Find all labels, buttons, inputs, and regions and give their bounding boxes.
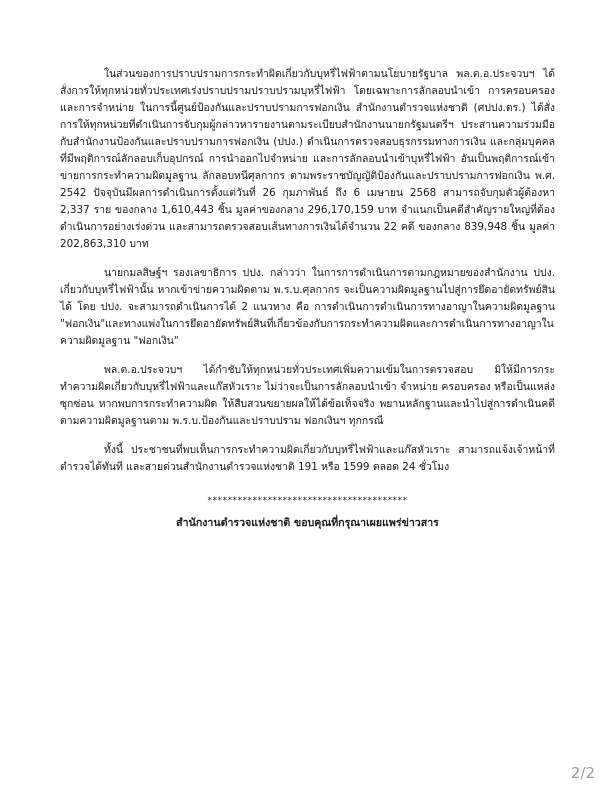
- page-number: 2/2: [570, 764, 595, 782]
- paragraph-hotline: ทั้งนี้ ประชาชนที่พบเห็นการกระทำความผิดเกี่ยวกับบุหรี่ไฟฟ้าและแก๊สหัวเราะ สามารถแจ้งเจ้าหน้าที่ตำรวจได้ทันที และสายด่วนสำนักงานตำรวจแห่งชาติ 191 หรือ 1599 ตลอด 24 ชั่วโมง: [60, 444, 555, 473]
- paragraph-enforcement: ในส่วนของการปราบปรามการกระทำผิดเกี่ยวกับบุหรี่ไฟฟ้าตามนโยบายรัฐบาล พล.ต.อ.ประจวบฯ ได้สั่งการให้ทุกหน่วยทั่วประเทศเร่งปราบปรามปราบปรามบุหรี่ไฟฟ้า โดยเฉพาะการลักลอบนำเข้า การครอบครอง และการจำหน่าย ในการนี้ศูนย์ป้องกันและปราบปรามการฟอกเงิน สำนักงานตำรวจแห่งชาติ (ศปปง.ตร.) ได้สั่งการให้ทุกหน่วยที่ดำเนินการจับกุมผู้กล่าวหารายงานตามระเบียบสำนักงานนายกรัฐมนตรีฯ ประสานความร่วมมือกับสำนักงานป้องกันและปราบปรามการฟอกเงิน (ปปง.) ดำเนินการตรวจสอบธุรกรรมทางการเงิน และกลุ่มบุคคลที่มีพฤติการณ์ลักลอบเก็บอุปกรณ์ การนำออกไปจำหน่าย และการลักลอบนำเข้าบุหรี่ไฟฟ้า อันเป็นพฤติการณ์เข้าข่ายการกระทำความผิดมูลฐาน ลักลอบหนีศุลกากร ตามพระราชบัญญัติป้องกันและปราบปรามการฟอกเงิน พ.ศ. 2542 ปัจจุบันมีผลการดำเนินการตั้งแต่วันที่ 26 กุมภาพันธ์ ถึง 6 เมษายน 2568 สามารถจับกุมตัวผู้ต้องหา 2,337 ราย ของกลาง 1,610,443 ชิ้น มูลค่าของกลาง 296,170,159 บาท จำแนกเป็นคดีสำคัญรายใหญ่ที่ต้องดำเนินการอย่างเร่งด่วน และสามารถตรวจสอบเส้นทางการเงินได้จำนวน 22 คดี ของกลาง 839,948 ชิ้น มูลค่า 202,863,310 บาท: [60, 68, 555, 250]
- paragraph-amlo-statement: นายกมลสิษฐ์ฯ รองเลขาธิการ ปปง. กล่าวว่า ในการการดำเนินการตามกฎหมายของสำนักงาน ปปง. เกี่ยวกับบุหรี่ไฟฟ้านั้น หากเข้าข่ายความผิดตาม พ.ร.บ.ศุลกากร จะเป็นความผิดมูลฐานไปสู่การยึดอายัดทรัพย์สินได้ โดย ปปง. จะสามารถดำเนินการได้ 2 แนวทาง คือ การดำเนินการดำเนินการทางอาญาในความผิดมูลฐาน "ฟอกเงิน"และทางแพ่งในการยึดอายัดทรัพย์สินที่เกี่ยวข้องกับการกระทำความผิดและการดำเนินการทางอาญาในความผิดมูลฐาน "ฟอกเงิน": [60, 267, 555, 347]
- closing-statement: สำนักงานตำรวจแห่งชาติ ขอบคุณที่กรุณาเผยแพร่ข่าวสาร: [176, 517, 439, 529]
- asterisk-divider: ****************************************: [207, 496, 408, 506]
- paragraph-directive: พล.ต.อ.ประจวบฯ ได้กำชับให้ทุกหน่วยทั่วประเทศเพิ่มความเข้มในการตรวจสอบ มิให้มีการกระทำความผิดเกี่ยวกับบุหรี่ไฟฟ้าและแก๊สหัวเราะ ไม่ว่าจะเป็นการลักลอบนำเข้า จำหน่าย ครอบครอง หรือเป็นแหล่งซุกซ่อน หากพบการกระทำความผิด ให้สืบสวนขยายผลให้ได้ข้อเท็จจริง พยานหลักฐานและนำไปสู่การดำเนินคดีตามความผิดมูลฐานตาม พ.ร.บ.ป้องกันและปราบปราม ฟอกเงินฯ ทุกกรณี: [60, 364, 555, 427]
- document-body: [60, 66, 555, 531]
